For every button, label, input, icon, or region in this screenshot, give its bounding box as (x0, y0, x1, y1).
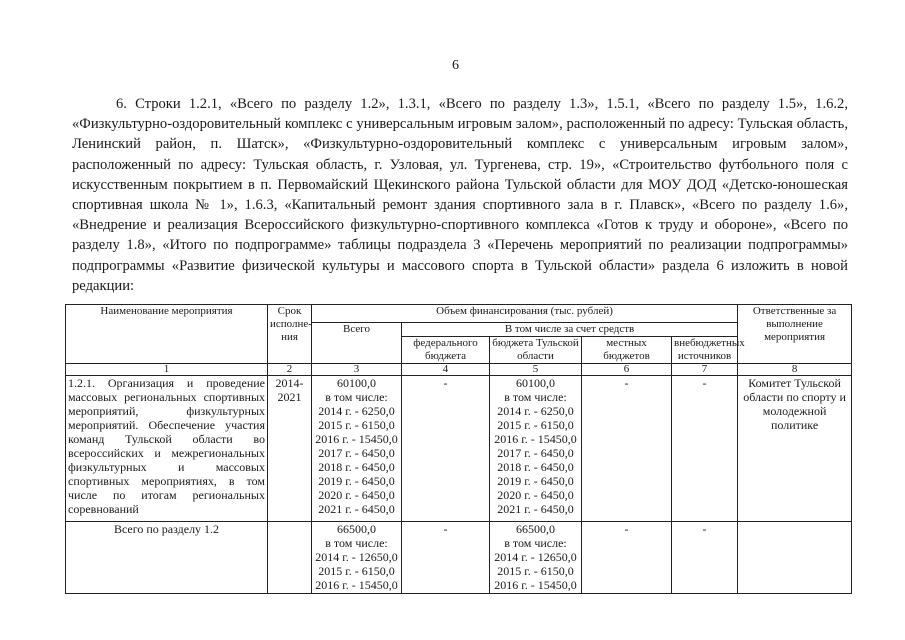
header-federal: федерального бюджета (402, 337, 490, 364)
event-term: 2014-2021 (268, 376, 312, 522)
regional-amounts (490, 522, 582, 594)
amount-line: 2015 г. - 6150,0 (497, 564, 574, 578)
amount-line: 2020 г. - 6450,0 (318, 488, 395, 502)
responsible-party (738, 522, 852, 594)
events-table (65, 304, 852, 594)
amount-line: 2018 г. - 6450,0 (318, 460, 395, 474)
event-term (268, 522, 312, 594)
column-number: 2 (268, 364, 312, 376)
regional-amounts (490, 376, 582, 522)
local-amount: - (582, 522, 672, 594)
column-number: 8 (738, 364, 852, 376)
column-number: 3 (312, 364, 402, 376)
total-amounts (312, 376, 402, 522)
header-name: Наименование мероприятия (66, 305, 268, 364)
header-including: В том числе за счет средств (402, 323, 738, 337)
responsible-party: Комитет Тульской области по спорту и молодежной политике (738, 376, 852, 522)
amount-line: 2021 г. - 6450,0 (497, 502, 574, 516)
amount-line: 2016 г. - 15450,0 (315, 432, 398, 446)
federal-amount: - (402, 376, 490, 522)
amount-line: 66500,0 (516, 522, 555, 536)
section-total-name: Всего по разделу 1.2 (66, 522, 268, 594)
amount-line: в том числе: (325, 390, 388, 404)
amount-line: 60100,0 (337, 376, 376, 390)
amount-line: 2016 г. - 15450,0 (494, 578, 577, 592)
federal-amount: - (402, 522, 490, 594)
amount-line: в том числе: (504, 390, 567, 404)
amount-line: 2019 г. - 6450,0 (318, 474, 395, 488)
column-number: 6 (582, 364, 672, 376)
amount-line: 2020 г. - 6450,0 (497, 488, 574, 502)
page-number: 6 (452, 58, 459, 73)
amount-line: 2018 г. - 6450,0 (497, 460, 574, 474)
column-number: 7 (672, 364, 738, 376)
amount-line: 2019 г. - 6450,0 (497, 474, 574, 488)
table-row (66, 376, 852, 522)
amount-line: 2015 г. - 6150,0 (318, 564, 395, 578)
column-number: 4 (402, 364, 490, 376)
offbudget-amount: - (672, 522, 738, 594)
amount-line: 2016 г. - 15450,0 (315, 578, 398, 592)
amount-line: 2014 г. - 6250,0 (497, 404, 574, 418)
amount-line: в том числе: (504, 536, 567, 550)
amount-line: 60100,0 (516, 376, 555, 390)
amount-line: 2017 г. - 6450,0 (318, 446, 395, 460)
header-regional: бюджета Тульской области (490, 337, 582, 364)
body-paragraph: 6. Строки 1.2.1, «Всего по разделу 1.2», 1.3.1, «Всего по разделу 1.3», 1.5.1, «Всего по разделу 1.5», 1.6.2, «Физкультурно-оздоровительный комплекс с универсальным игровым залом», расположенный по адресу: Тульская область, Ленинский район, п. Шатск», «Физкультурно-оздоровительный комплекс с универсальным игровым залом», расположенный по адресу: Тульская область, г. Узловая, ул. Тургенева, стр. 19», «Строительство футбольного поля с искусственным покрытием в п. Первомайский Щекинского района Тульской области для МОУ ДОД «Детско-юношеская спортивная школа № 1», 1.6.3, «Капитальный ремонт здания спортивного зала в г. Плавск», «Всего по разделу 1.6», «Внедрение и реализация Всероссийского физкультурно-спортивного комплекса «Готов к труду и обороне», «Всего по разделу 1.8», «Итого по подпрограмме» таблицы подраздела 3 «Перечень мероприятий по реализации подпрограммы» подпрограммы «Развитие физической культуры и массового спорта в Тульской области» раздела 6 изложить в новой редакции: (72, 96, 848, 294)
event-name: 1.2.1. Организация и проведение массовых региональных спортивных мероприятий, физкультурных мероприятий. Обеспечение участия команд Тульской области во всероссийских и межрегиональных физкультурных и массовых спортивных мероприятиях, в том числе по итогам региональных соревнований (66, 376, 268, 522)
column-number: 1 (66, 364, 268, 376)
amount-line: 2014 г. - 6250,0 (318, 404, 395, 418)
amount-line: 2015 г. - 6150,0 (497, 418, 574, 432)
header-responsible: Ответственные за выполнение мероприятия (738, 305, 852, 364)
header-local: местных бюджетов (582, 337, 672, 364)
header-funding: Объем финансирования (тыс. рублей) (312, 305, 738, 323)
amount-line: 2014 г. - 12650,0 (315, 550, 398, 564)
amount-line: 2014 г. - 12650,0 (494, 550, 577, 564)
amount-line: 2017 г. - 6450,0 (497, 446, 574, 460)
total-amounts (312, 522, 402, 594)
header-offbudget: внебюджетных источников (672, 337, 738, 364)
amount-line: 2015 г. - 6150,0 (318, 418, 395, 432)
amount-line: 2021 г. - 6450,0 (318, 502, 395, 516)
amount-line: в том числе: (325, 536, 388, 550)
table-row (66, 522, 852, 594)
amount-line: 2016 г. - 15450,0 (494, 432, 577, 446)
offbudget-amount: - (672, 376, 738, 522)
column-number: 5 (490, 364, 582, 376)
local-amount: - (582, 376, 672, 522)
header-term: Срок исполне-ния (268, 305, 312, 364)
amount-line: 66500,0 (337, 522, 376, 536)
header-total: Всего (312, 323, 402, 364)
